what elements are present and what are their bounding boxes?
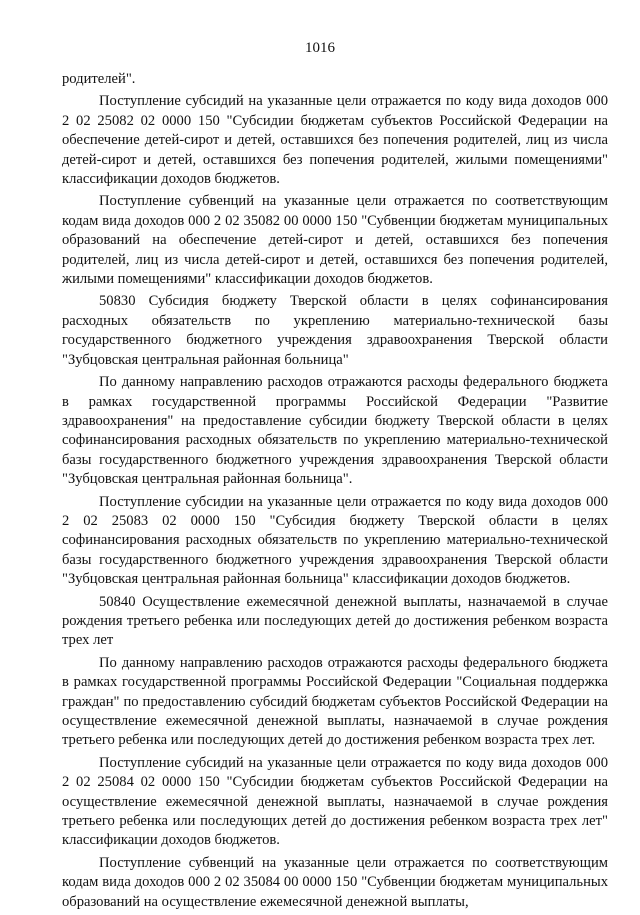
paragraph: Поступление субвенций на указанные цели отражается по соответствующим кодам вида доходов 000 2 02 35084 00 0000 150 "Субвенции бюджетам муниципальных образований на осуществление ежемесячной денежной выплаты,	[62, 854, 608, 910]
paragraph: Поступление субсидий на указанные цели отражается по коду вида доходов 000 2 02 25084 02 0000 150 "Субсидии бюджетам субъектов Российской Федерации на осуществление ежемесячной денежной выплаты, назначаемой в случае рождения третьего ребенка или последующих детей до достижения ребенком возраста трех лет" классификации доходов бюджетов.	[62, 754, 608, 849]
paragraph: Поступление субсидии на указанные цели отражается по коду вида доходов 000 2 02 25083 02 0000 150 "Субсидия бюджету Тверской области в целях софинансирования расходных обязательств по укреплению материально-технической базы государственного бюджетного учреждения здравоохранения Тверской области "Зубцовская центральная районная больница" классификации доходов бюджетов.	[62, 493, 608, 588]
paragraph: Поступление субвенций на указанные цели отражается по соответствующим кодам вида доходов 000 2 02 35082 00 0000 150 "Субвенции бюджетам муниципальных образований на обеспечение детей-сирот и детей, оставшихся без попечения родителей, лиц из числа детей-сирот и детей, оставшихся без попечения родителей, жилыми помещениями" классификации доходов бюджетов.	[62, 193, 608, 288]
page-number: 1016	[305, 40, 335, 56]
paragraph: По данному направлению расходов отражаются расходы федерального бюджета в рамках государственной программы Российской Федерации "Социальная поддержка граждан" по предоставлению субсидий бюджетам субъектов Российской Федерации на осуществление ежемесячной денежной выплаты, назначаемой в случае рождения третьего ребенка или последующих детей до достижения ребенком возраста трех лет.	[62, 654, 608, 749]
paragraph: По данному направлению расходов отражаются расходы федерального бюджета в рамках государственной программы Российской Федерации "Развитие здравоохранения" на предоставление субсидии бюджету Тверской области в целях софинансирования расходных обязательств по укреплению материально-технической базы государственного бюджетного учреждения здравоохранения Тверской области "Зубцовская центральная районная больница".	[62, 374, 608, 488]
section-heading-50830: 50830 Субсидия бюджету Тверской области в целях софинансирования расходных обязательств по укреплению материально-технической базы государственного бюджетного учреждения здравоохранения Тверской области "Зубцовская центральная районная больница"	[62, 293, 608, 368]
paragraph: Поступление субсидий на указанные цели отражается по коду вида доходов 000 2 02 25082 02 0000 150 "Субсидии бюджетам субъектов Российской Федерации на обеспечение детей-сирот и детей, оставшихся без попечения родителей, лиц из числа детей-сирот и детей, оставшихся без попечения родителей, жилыми помещениями" классификации доходов бюджетов.	[62, 93, 608, 188]
paragraph-continuation: родителей".	[62, 71, 136, 87]
section-heading-50840: 50840 Осуществление ежемесячной денежной выплаты, назначаемой в случае рождения третьего ребенка или последующих детей до достижения ребенком возраста трех лет	[62, 593, 608, 649]
document-body	[62, 70, 608, 915]
